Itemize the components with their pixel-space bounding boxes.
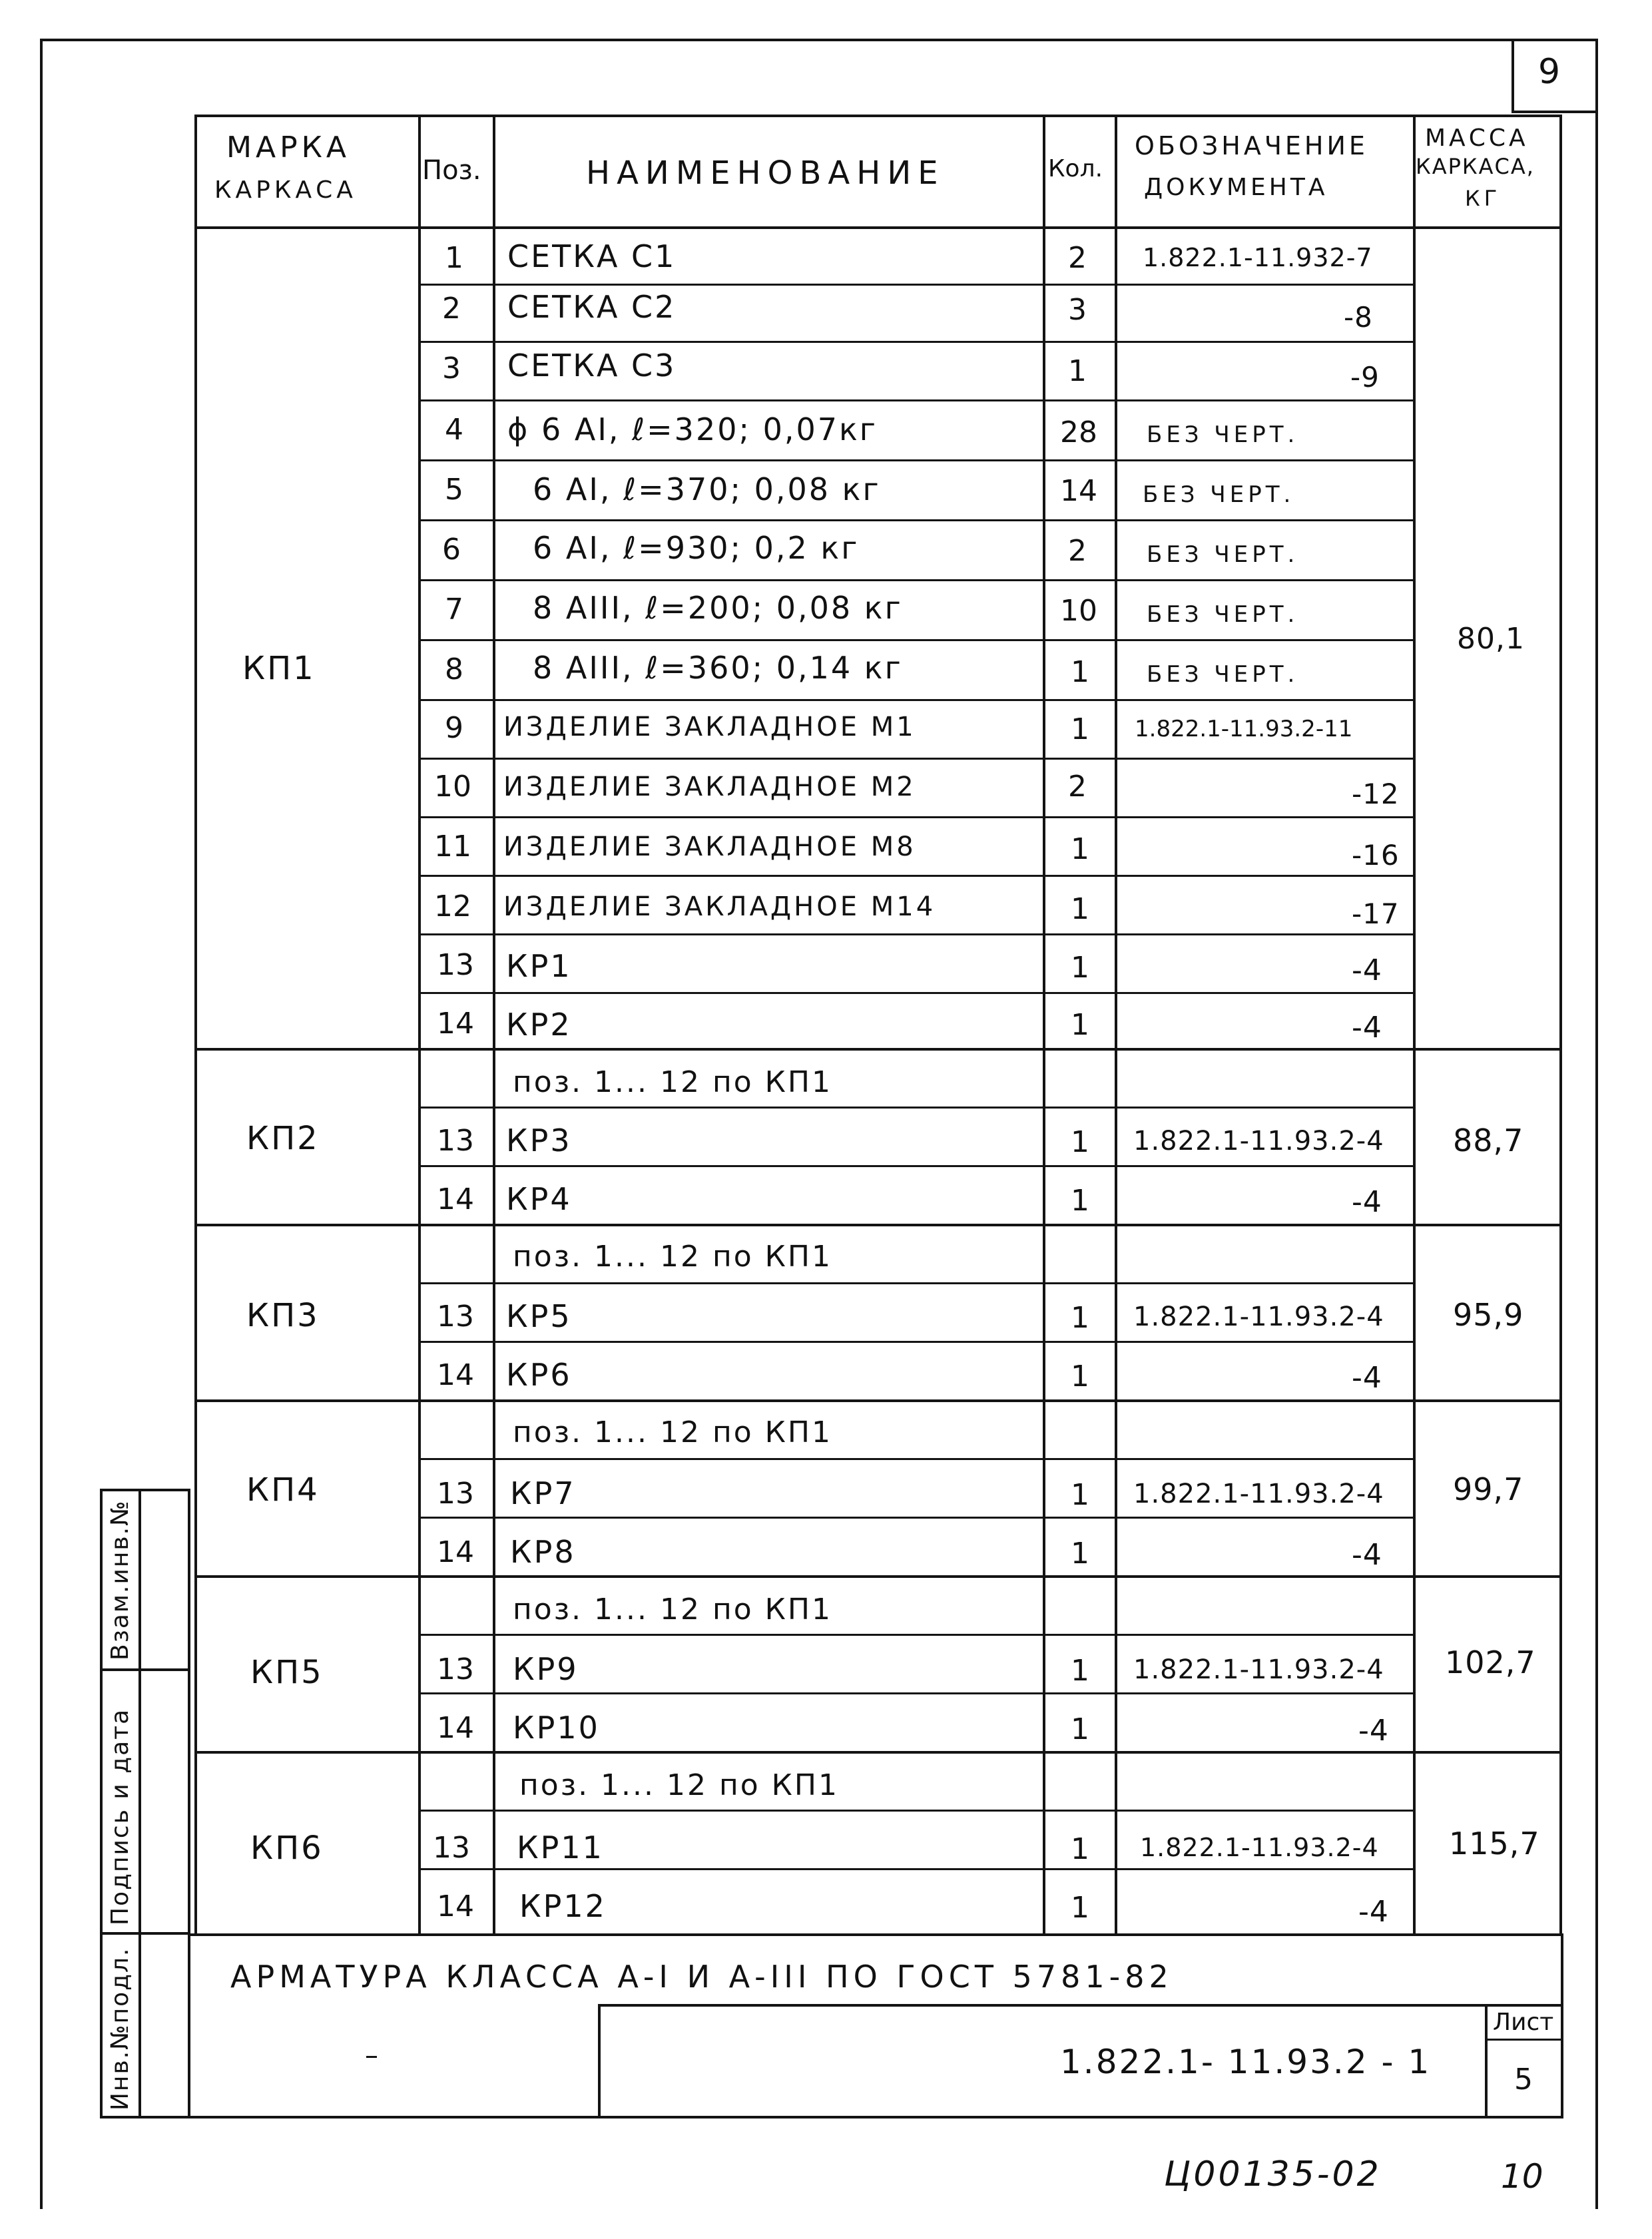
header-poz: Поз. xyxy=(422,155,481,186)
row-kol: 1 xyxy=(1071,1184,1089,1218)
row-name: КР12 xyxy=(519,1888,607,1924)
row-line xyxy=(418,399,1414,401)
title-block-top xyxy=(598,2004,1563,2007)
stamp-top xyxy=(100,1489,190,1491)
row-name: КР11 xyxy=(517,1830,604,1866)
group-massa: 95,9 xyxy=(1453,1297,1524,1333)
row-poz: 3 xyxy=(442,352,461,385)
group-line xyxy=(194,1224,1562,1226)
row-kol: 1 xyxy=(1068,354,1087,388)
row-kol: 28 xyxy=(1060,415,1097,449)
col-sep-poz xyxy=(418,115,421,1935)
row-poz: 4 xyxy=(445,413,463,447)
header-oboz-line1: ОБОЗНАЧЕНИЕ xyxy=(1135,131,1368,160)
row-name: 8 АIII, ℓ=360; 0,14 кг xyxy=(533,650,903,686)
small-dash xyxy=(366,2056,377,2058)
header-massa-line2: КАРКАСА, xyxy=(1416,154,1535,179)
row-poz: 9 xyxy=(445,711,463,745)
row-doc: 1.822.1-11.93.2-11 xyxy=(1135,716,1353,742)
header-marka-line1: МАРКА xyxy=(226,130,350,164)
col-sep-name xyxy=(493,115,495,1935)
note-top-line xyxy=(188,1933,1563,1936)
row-name: поз. 1... 12 по КП1 xyxy=(513,1593,832,1626)
page-number-box-bottom xyxy=(1512,111,1597,113)
row-kol: 1 xyxy=(1071,1832,1089,1866)
row-line xyxy=(418,1634,1414,1636)
row-name: ИЗДЕЛИЕ ЗАКЛАДНОЕ М1 xyxy=(503,712,916,742)
row-line xyxy=(418,459,1414,461)
row-doc: -9 xyxy=(1350,361,1380,393)
row-name: КР10 xyxy=(513,1710,600,1746)
row-poz: 14 xyxy=(437,1535,474,1569)
row-name: КР8 xyxy=(510,1534,576,1570)
group-line xyxy=(194,1575,1562,1578)
table-left-border xyxy=(194,115,197,1935)
row-kol: 3 xyxy=(1068,293,1087,327)
row-doc: -4 xyxy=(1358,1714,1389,1748)
row-doc: 1.822.1-11.93.2-4 xyxy=(1140,1833,1379,1862)
row-line xyxy=(418,699,1414,701)
row-line xyxy=(418,284,1414,286)
row-line xyxy=(418,1517,1414,1519)
row-line xyxy=(418,1282,1414,1284)
row-doc: -4 xyxy=(1352,1538,1382,1572)
row-poz: 5 xyxy=(445,473,463,507)
row-poz: 10 xyxy=(434,770,471,804)
row-doc: -4 xyxy=(1352,1185,1382,1219)
row-name: КР5 xyxy=(506,1298,572,1334)
sheet-label: Лист xyxy=(1493,2009,1554,2036)
title-designation: 1.822.1- 11.93.2 - 1 xyxy=(1060,2043,1432,2081)
row-name: ИЗДЕЛИЕ ЗАКЛАДНОЕ М8 xyxy=(503,832,916,862)
group-line xyxy=(194,1399,1562,1402)
row-name: КР2 xyxy=(506,1007,572,1043)
row-line xyxy=(418,1458,1414,1460)
stamp-right-line xyxy=(188,1489,190,2118)
row-kol: 1 xyxy=(1071,1008,1089,1042)
bottom-block-base xyxy=(100,2116,1563,2118)
row-name: 6 АI, ℓ=930; 0,2 кг xyxy=(533,530,860,566)
row-doc: 1.822.1-11.93.2-4 xyxy=(1133,1479,1384,1509)
row-name: КР4 xyxy=(506,1181,572,1217)
frame-top-line xyxy=(40,39,1597,41)
row-poz: 7 xyxy=(445,593,463,626)
row-line xyxy=(418,579,1414,581)
row-kol: 1 xyxy=(1071,1125,1089,1159)
row-line xyxy=(418,992,1414,994)
row-doc: БЕЗ ЧЕРТ. xyxy=(1147,541,1299,568)
row-name: ϕ 6 АI, ℓ=320; 0,07кг xyxy=(507,411,878,447)
row-poz: 14 xyxy=(437,1711,474,1745)
row-poz: 13 xyxy=(437,1124,474,1158)
header-massa-line1: МАССА xyxy=(1425,124,1529,152)
row-poz: 1 xyxy=(445,241,463,275)
row-poz: 8 xyxy=(445,652,463,686)
row-name: КР7 xyxy=(510,1475,576,1511)
row-line xyxy=(418,1165,1414,1167)
stamp-sep1 xyxy=(100,1668,190,1671)
row-doc: -4 xyxy=(1352,1361,1382,1395)
row-doc: БЕЗ ЧЕРТ. xyxy=(1147,601,1299,628)
title-block-left xyxy=(598,2004,601,2118)
group-marka: КП3 xyxy=(246,1297,320,1334)
stamp-inv-podl: Инв.№подл. xyxy=(107,1947,134,2111)
row-name: КР1 xyxy=(506,948,572,984)
row-name: КР6 xyxy=(506,1357,572,1393)
table-right-border xyxy=(1559,115,1562,1935)
group-massa: 88,7 xyxy=(1453,1122,1524,1158)
row-line xyxy=(418,639,1414,641)
row-doc: БЕЗ ЧЕРТ. xyxy=(1143,481,1295,508)
row-line xyxy=(418,1810,1414,1812)
row-name: поз. 1... 12 по КП1 xyxy=(519,1768,839,1802)
header-oboz-line2: ДОКУМЕНТА xyxy=(1144,174,1328,201)
row-doc: 1.822.1-11.932-7 xyxy=(1143,243,1373,272)
row-poz: 6 xyxy=(442,533,461,567)
col-sep-kol xyxy=(1043,115,1045,1935)
row-poz: 14 xyxy=(437,1358,474,1392)
header-massa-line3: КГ xyxy=(1465,186,1502,211)
archive-code: Ц00135-02 xyxy=(1164,2154,1382,2194)
page-number: 9 xyxy=(1538,52,1561,92)
row-kol: 1 xyxy=(1071,712,1089,746)
header-bottom-line xyxy=(194,226,1562,229)
row-poz: 13 xyxy=(437,1477,474,1511)
row-name: ИЗДЕЛИЕ ЗАКЛАДНОЕ М2 xyxy=(503,772,916,802)
row-line xyxy=(418,933,1414,935)
page-number-box-left xyxy=(1512,39,1514,112)
row-line xyxy=(418,1692,1414,1694)
group-massa: 80,1 xyxy=(1457,622,1525,656)
group-marka: КП1 xyxy=(242,650,316,687)
row-name: СЕТКА С1 xyxy=(507,238,677,274)
stamp-sep2 xyxy=(100,1932,190,1935)
row-line xyxy=(418,816,1414,818)
row-name: КР9 xyxy=(513,1651,579,1687)
row-line xyxy=(418,1107,1414,1109)
row-line xyxy=(418,1341,1414,1343)
row-doc: -4 xyxy=(1352,1011,1382,1045)
row-kol: 1 xyxy=(1071,1891,1089,1925)
header-marka-line2: КАРКАСА xyxy=(214,176,357,204)
sheet-col-left xyxy=(1485,2004,1488,2118)
sheet-number: 5 xyxy=(1514,2063,1533,2097)
row-name: КР3 xyxy=(506,1122,572,1158)
group-line xyxy=(194,1751,1562,1754)
stamp-inner-line xyxy=(138,1489,141,2118)
row-kol: 1 xyxy=(1071,1360,1089,1393)
row-doc: -12 xyxy=(1352,778,1400,810)
row-line xyxy=(418,875,1414,877)
group-marka: КП6 xyxy=(250,1830,324,1867)
row-poz: 13 xyxy=(437,1300,474,1334)
row-name: СЕТКА С2 xyxy=(507,289,677,325)
group-marka: КП4 xyxy=(246,1471,320,1509)
group-marka: КП2 xyxy=(246,1120,320,1157)
row-name: 6 АI, ℓ=370; 0,08 кг xyxy=(533,471,881,507)
frame-left-line xyxy=(40,39,43,2209)
row-name: СЕТКА С3 xyxy=(507,348,677,383)
row-name: 8 АIII, ℓ=200; 0,08 кг xyxy=(533,590,903,626)
row-kol: 1 xyxy=(1071,1537,1089,1571)
stamp-outer-left xyxy=(100,1489,103,2118)
row-doc: БЕЗ ЧЕРТ. xyxy=(1147,421,1299,448)
row-poz: 13 xyxy=(437,1652,474,1686)
stamp-vzam-inv: Взам.инв.№ xyxy=(107,1499,134,1660)
row-doc: -4 xyxy=(1358,1895,1389,1929)
archive-page: 10 xyxy=(1501,2157,1543,2196)
bottom-block-right xyxy=(1561,1933,1563,2118)
row-kol: 14 xyxy=(1060,474,1097,508)
row-kol: 2 xyxy=(1068,534,1087,568)
row-doc: 1.822.1-11.93.2-4 xyxy=(1133,1654,1384,1685)
header-kol: Кол. xyxy=(1048,155,1103,182)
row-doc: -16 xyxy=(1352,839,1400,871)
row-doc: -17 xyxy=(1352,897,1400,930)
row-line xyxy=(418,341,1414,343)
row-line xyxy=(418,758,1414,760)
frame-right-line xyxy=(1595,39,1598,2209)
row-doc: 1.822.1-11.93.2-4 xyxy=(1133,1126,1384,1156)
group-massa: 99,7 xyxy=(1453,1471,1524,1507)
group-line xyxy=(194,1048,1562,1051)
row-name: поз. 1... 12 по КП1 xyxy=(513,1065,832,1099)
group-massa: 115,7 xyxy=(1449,1826,1540,1862)
stamp-podpis-data: Подпись и дата xyxy=(107,1708,134,1925)
row-doc: БЕЗ ЧЕРТ. xyxy=(1147,661,1299,688)
row-poz: 13 xyxy=(437,948,474,982)
row-poz: 14 xyxy=(437,1182,474,1216)
col-sep-massa xyxy=(1413,115,1416,1935)
row-kol: 1 xyxy=(1071,832,1089,866)
row-line xyxy=(418,1868,1414,1870)
group-marka: КП5 xyxy=(250,1654,324,1691)
row-name: поз. 1... 12 по КП1 xyxy=(513,1415,832,1449)
sheet-col-sep xyxy=(1485,2039,1563,2041)
col-sep-oboz xyxy=(1115,115,1117,1935)
row-kol: 2 xyxy=(1068,241,1087,275)
row-kol: 2 xyxy=(1068,770,1087,804)
row-line xyxy=(418,519,1414,521)
row-kol: 1 xyxy=(1071,951,1089,985)
table-top-border xyxy=(194,115,1562,117)
row-poz: 14 xyxy=(437,1007,474,1041)
row-kol: 1 xyxy=(1071,892,1089,926)
row-name: ИЗДЕЛИЕ ЗАКЛАДНОЕ М14 xyxy=(503,891,936,922)
row-kol: 1 xyxy=(1071,1301,1089,1335)
row-kol: 1 xyxy=(1071,1654,1089,1688)
row-poz: 2 xyxy=(442,292,461,326)
row-poz: 13 xyxy=(433,1831,470,1865)
row-kol: 1 xyxy=(1071,1712,1089,1746)
group-massa: 102,7 xyxy=(1445,1644,1536,1680)
note-text: АРМАТУРА КЛАССА А-I И А-III ПО ГОСТ 5781-82 xyxy=(230,1959,1173,1995)
header-naim: НАИМЕНОВАНИЕ xyxy=(586,154,945,192)
row-poz: 12 xyxy=(434,889,471,923)
row-name: поз. 1... 12 по КП1 xyxy=(513,1240,832,1274)
row-doc: -4 xyxy=(1352,953,1382,987)
row-kol: 10 xyxy=(1060,594,1097,628)
row-doc: -8 xyxy=(1344,301,1373,334)
row-kol: 1 xyxy=(1071,655,1089,689)
row-doc: 1.822.1-11.93.2-4 xyxy=(1133,1302,1384,1332)
row-kol: 1 xyxy=(1071,1478,1089,1512)
row-poz: 14 xyxy=(437,1889,474,1923)
row-poz: 11 xyxy=(434,830,471,864)
